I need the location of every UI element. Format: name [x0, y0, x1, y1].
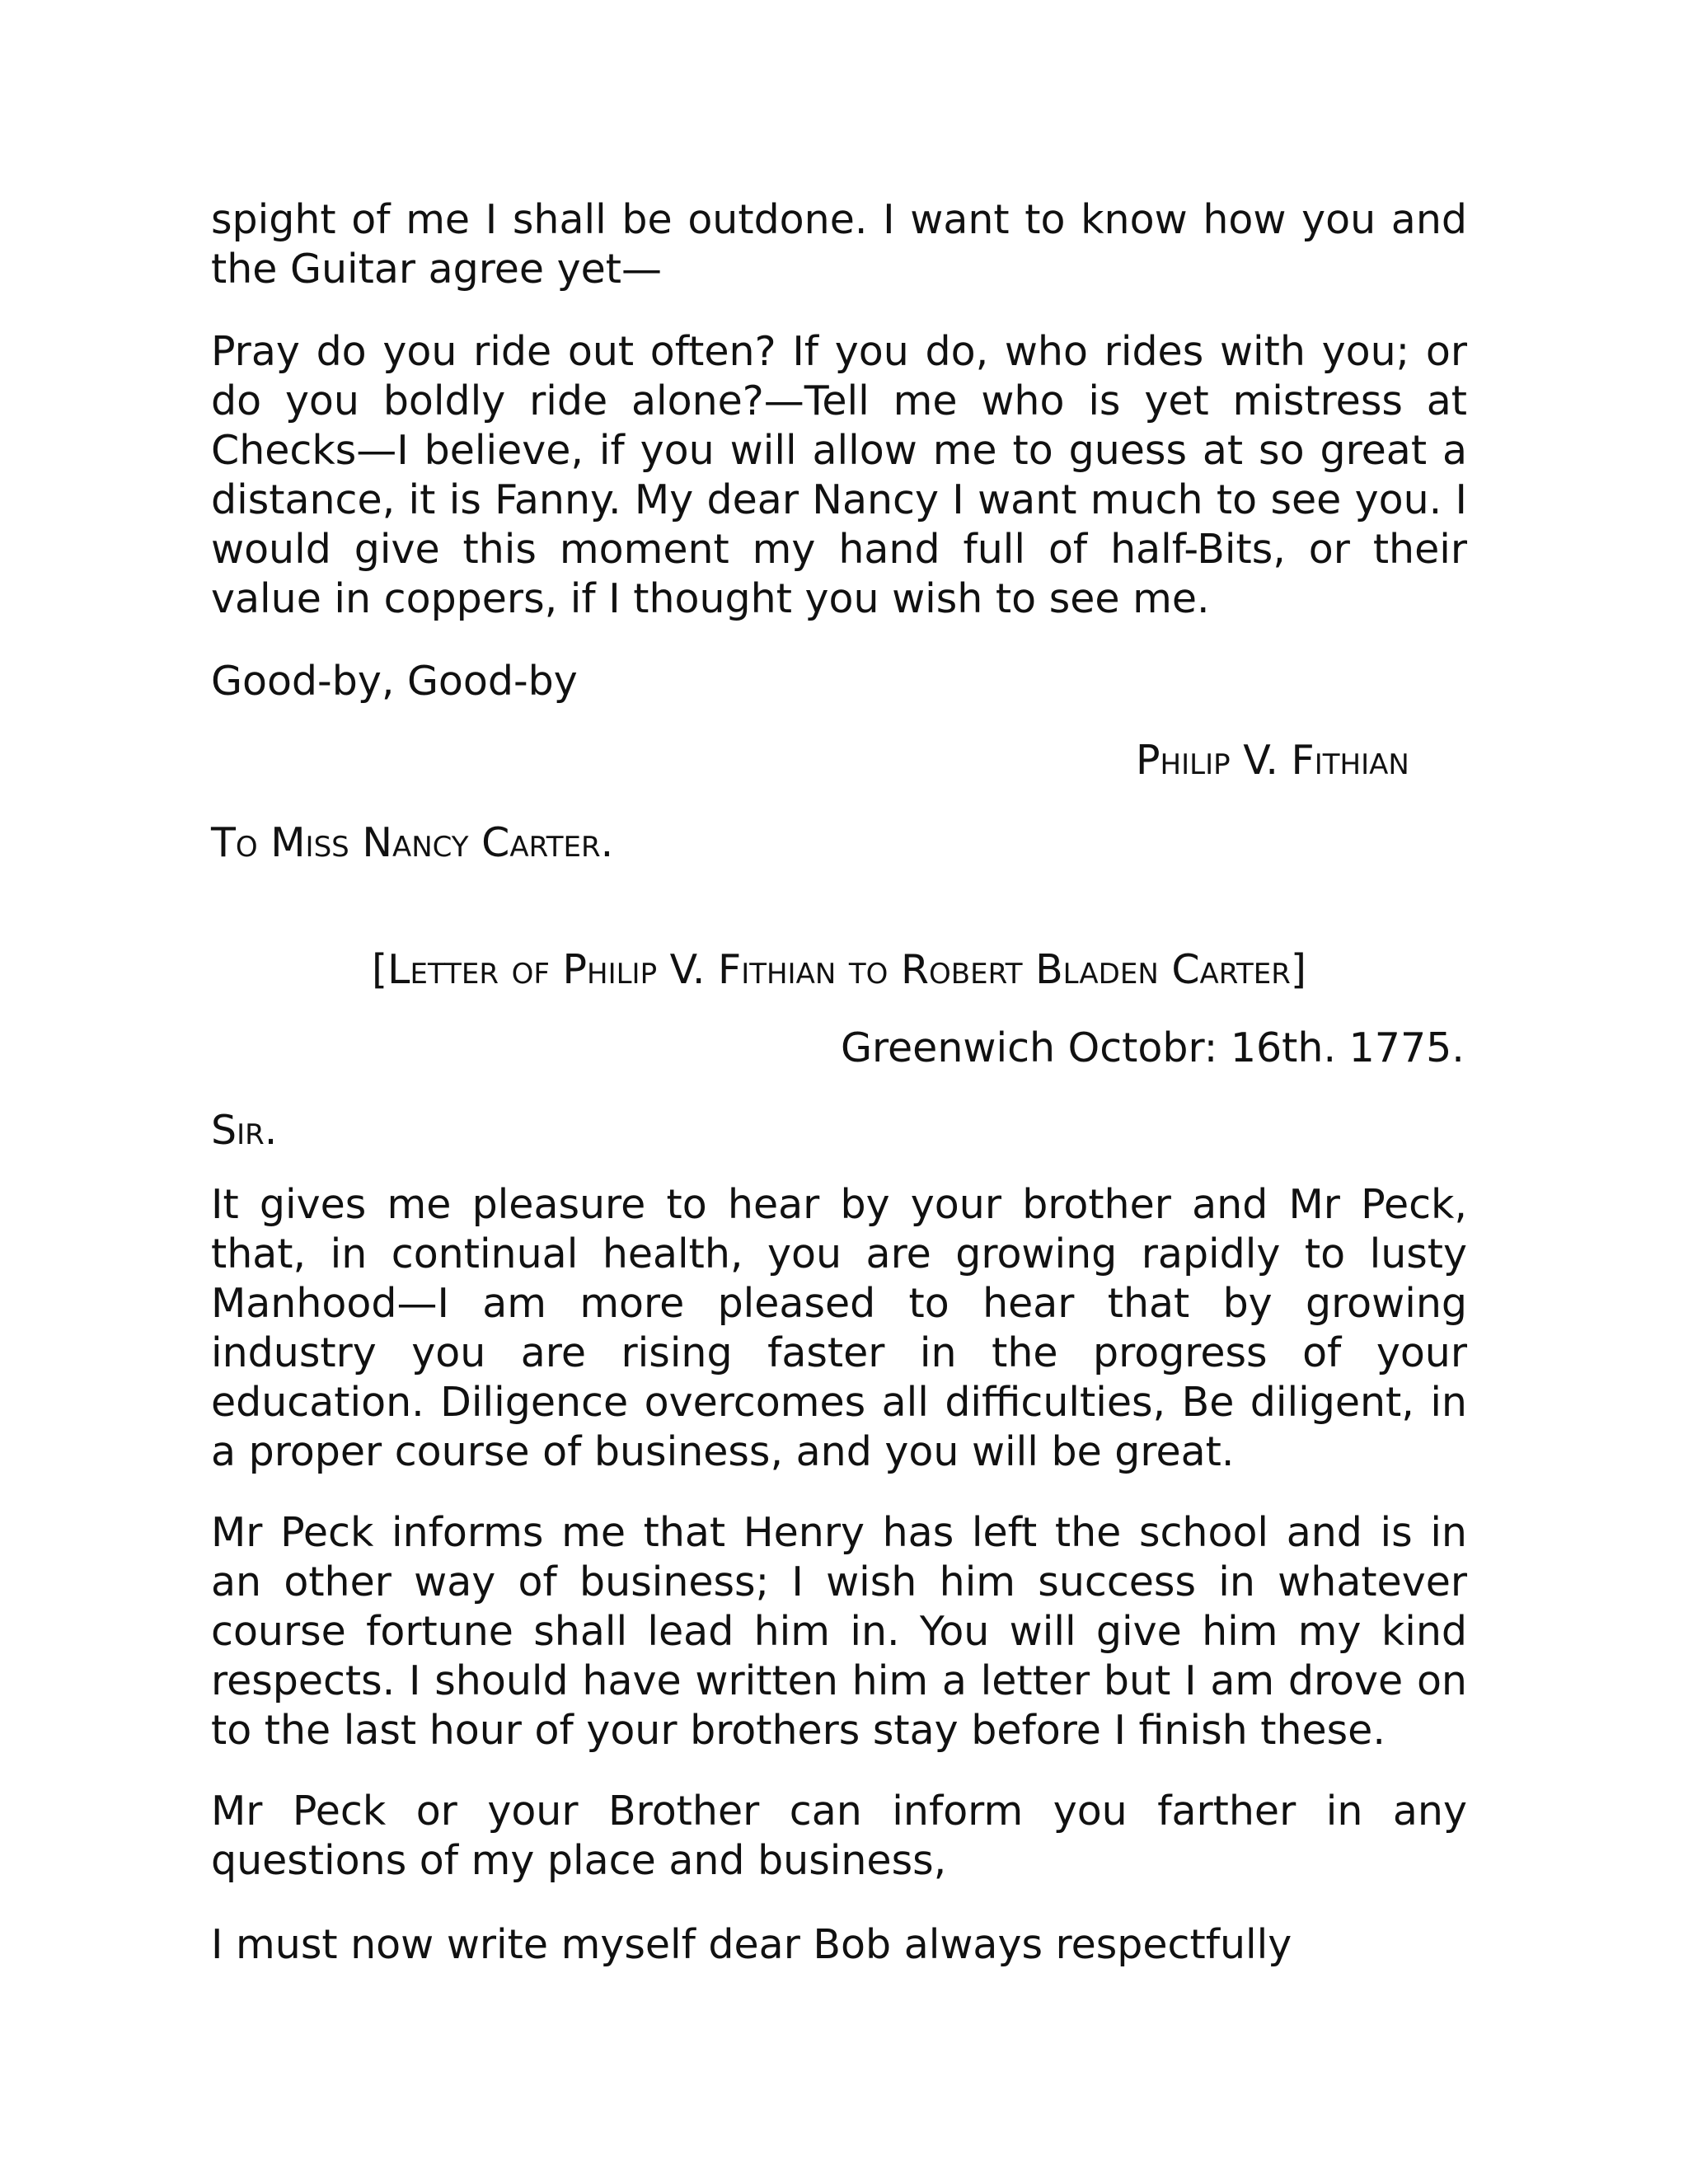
letter-paragraph-information: Mr Peck or your Brother can inform you farther in any questions of my place and business, — [211, 1788, 1467, 1884]
recipient-line: To Miss Nancy Carter. — [211, 819, 614, 866]
letter-paragraph-riding: Pray do you ride out often? If you do, who rides with you; or do you boldly ride alone?—Tell me who is yet mistress at Checks—I believe, if you will allow me to guess at so great a distance, it is Fanny. My dear Nancy I want much to see you. I would give this moment my hand full of half-Bits, or their value in coppers, if I thought you wish to see me. — [211, 328, 1467, 622]
letter-paragraph-guitar: spight of me I shall be outdone. I want to know how you and the Guitar agree yet— — [211, 196, 1467, 293]
salutation: Sir. — [211, 1107, 278, 1154]
letter-paragraph-henry: Mr Peck informs me that Henry has left the school and is in an other way of business; I wish him success in whatever course fortune shall lead him in. You will give him my kind respects. I should have written him a letter but I am drove on to the last hour of your brothers stay before I finish these. — [211, 1509, 1467, 1754]
farewell-line: Good-by, Good-by — [211, 658, 578, 705]
closing-line: I must now write myself dear Bob always respectfully — [211, 1921, 1292, 1968]
signature: Philip V. Fithian — [1136, 737, 1409, 784]
dateline: Greenwich Octobr: 16th. 1775. — [841, 1024, 1465, 1071]
letter-paragraph-education: It gives me pleasure to hear by your brother and Mr Peck, that, in continual health, you are growing rapidly to lusty Manhood—I am more pleased to hear that by growing industry you are rising faster in the progress of your education. Diligence overcomes all difficulties, Be diligent, in a proper course of business, and you will be great. — [211, 1181, 1467, 1475]
letter-heading: [Letter of Philip V. Fithian to Robert Bladen Carter] — [372, 946, 1306, 993]
